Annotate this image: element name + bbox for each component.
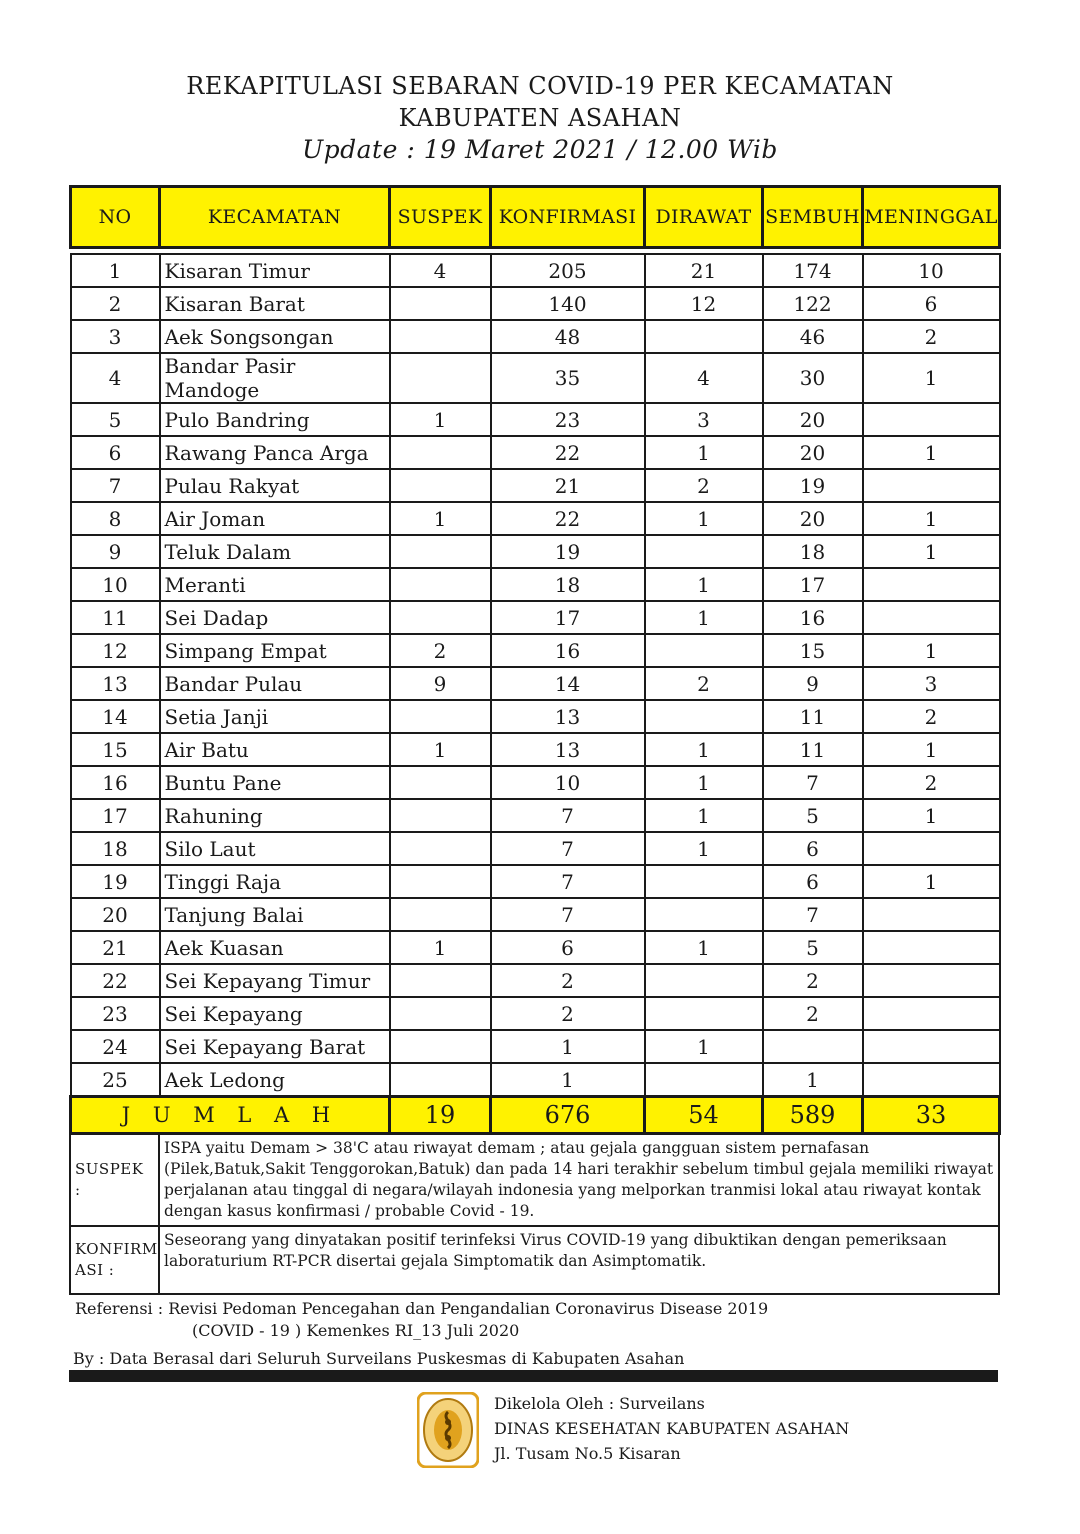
row-suspek bbox=[390, 700, 491, 733]
table-row bbox=[71, 568, 1000, 601]
update-timestamp: Update : 19 Maret 2021 / 12.00 Wib bbox=[302, 135, 778, 164]
table-row bbox=[71, 254, 1000, 287]
row-meninggal: 2 bbox=[863, 700, 1000, 733]
total-label: J U M L A H bbox=[71, 1097, 390, 1134]
row-meninggal bbox=[863, 469, 1000, 502]
row-no: 22 bbox=[71, 964, 160, 997]
row-meninggal: 1 bbox=[863, 799, 1000, 832]
row-meninggal bbox=[863, 832, 1000, 865]
row-dirawat bbox=[645, 634, 763, 667]
row-konfirmasi: 21 bbox=[491, 469, 645, 502]
table-row bbox=[71, 766, 1000, 799]
row-kecamatan: Aek Kuasan bbox=[160, 931, 390, 964]
row-dirawat bbox=[645, 997, 763, 1030]
row-meninggal: 10 bbox=[863, 254, 1000, 287]
row-konfirmasi: 22 bbox=[491, 436, 645, 469]
row-no: 1 bbox=[71, 254, 160, 287]
row-sembuh: 30 bbox=[763, 353, 863, 403]
row-konfirmasi: 1 bbox=[491, 1063, 645, 1097]
row-konfirmasi: 22 bbox=[491, 502, 645, 535]
row-konfirmasi: 13 bbox=[491, 700, 645, 733]
row-suspek bbox=[390, 1030, 491, 1063]
row-no: 14 bbox=[71, 700, 160, 733]
agency-name: DINAS KESEHATAN KABUPATEN ASAHAN bbox=[494, 1419, 850, 1438]
row-dirawat: 4 bbox=[645, 353, 763, 403]
table-row bbox=[71, 700, 1000, 733]
table-row bbox=[71, 799, 1000, 832]
row-dirawat: 21 bbox=[645, 254, 763, 287]
row-kecamatan: Tinggi Raja bbox=[160, 865, 390, 898]
row-no: 6 bbox=[71, 436, 160, 469]
row-no: 2 bbox=[71, 287, 160, 320]
row-suspek bbox=[390, 436, 491, 469]
row-meninggal bbox=[863, 997, 1000, 1030]
row-kecamatan: Sei Kepayang Timur bbox=[160, 964, 390, 997]
row-konfirmasi: 140 bbox=[491, 287, 645, 320]
row-dirawat: 1 bbox=[645, 733, 763, 766]
row-sembuh: 9 bbox=[763, 667, 863, 700]
row-sembuh: 46 bbox=[763, 320, 863, 353]
row-meninggal bbox=[863, 568, 1000, 601]
row-no: 15 bbox=[71, 733, 160, 766]
col-header-kecamatan: KECAMATAN bbox=[160, 187, 390, 248]
row-sembuh: 7 bbox=[763, 766, 863, 799]
row-konfirmasi: 35 bbox=[491, 353, 645, 403]
row-no: 25 bbox=[71, 1063, 160, 1097]
row-dirawat: 1 bbox=[645, 502, 763, 535]
table-row bbox=[71, 1063, 1000, 1097]
row-konfirmasi: 2 bbox=[491, 964, 645, 997]
row-suspek bbox=[390, 353, 491, 403]
col-header-suspek: SUSPEK bbox=[390, 187, 491, 248]
row-meninggal: 2 bbox=[863, 766, 1000, 799]
row-konfirmasi: 7 bbox=[491, 832, 645, 865]
row-sembuh: 15 bbox=[763, 634, 863, 667]
row-konfirmasi: 205 bbox=[491, 254, 645, 287]
row-no: 12 bbox=[71, 634, 160, 667]
row-meninggal: 1 bbox=[863, 502, 1000, 535]
row-konfirmasi: 16 bbox=[491, 634, 645, 667]
reference-line: Referensi : Revisi Pedoman Pencegahan dan Pengandalian Coronavirus Disease 2019 bbox=[75, 1299, 769, 1318]
row-sembuh: 5 bbox=[763, 931, 863, 964]
row-kecamatan: Simpang Empat bbox=[160, 634, 390, 667]
footer-divider bbox=[69, 1370, 998, 1382]
row-no: 9 bbox=[71, 535, 160, 568]
row-meninggal bbox=[863, 403, 1000, 436]
total-suspek: 19 bbox=[390, 1097, 491, 1134]
row-dirawat: 2 bbox=[645, 667, 763, 700]
col-header-no: NO bbox=[71, 187, 160, 248]
total-meninggal: 33 bbox=[863, 1097, 1000, 1134]
row-sembuh: 11 bbox=[763, 733, 863, 766]
col-header-dirawat: DIRAWAT bbox=[645, 187, 763, 248]
table-row bbox=[71, 403, 1000, 436]
table-row bbox=[71, 931, 1000, 964]
table-row bbox=[71, 353, 1000, 403]
covid-recap-table bbox=[69, 185, 1001, 1135]
definitions-table bbox=[69, 1133, 1000, 1295]
row-suspek bbox=[390, 898, 491, 931]
row-suspek: 1 bbox=[390, 733, 491, 766]
table-row bbox=[71, 469, 1000, 502]
table-row bbox=[71, 865, 1000, 898]
row-dirawat: 1 bbox=[645, 766, 763, 799]
row-konfirmasi: 48 bbox=[491, 320, 645, 353]
row-no: 3 bbox=[71, 320, 160, 353]
total-row bbox=[71, 1097, 1000, 1134]
row-meninggal bbox=[863, 964, 1000, 997]
row-kecamatan: Bandar Pulau bbox=[160, 667, 390, 700]
row-dirawat: 12 bbox=[645, 287, 763, 320]
table-row bbox=[71, 832, 1000, 865]
row-no: 13 bbox=[71, 667, 160, 700]
row-no: 11 bbox=[71, 601, 160, 634]
table-row bbox=[71, 436, 1000, 469]
row-kecamatan: Pulo Bandring bbox=[160, 403, 390, 436]
row-dirawat: 1 bbox=[645, 436, 763, 469]
row-meninggal: 1 bbox=[863, 436, 1000, 469]
row-meninggal bbox=[863, 1063, 1000, 1097]
table-row bbox=[71, 898, 1000, 931]
definition-suspek-text: ISPA yaitu Demam > 38'C atau riwayat demam ; atau gejala gangguan sistem pernafasan (Pilek,Batuk,Sakit Tenggorokan,Batuk) dan pada 14 hari terakhir sebelum timbul gejala memiliki riwayat perjalanan atau tinggal di negara/wilayah indonesia yang melporkan tranmisi lokal atau riwayat kontak dengan kasus konfirmasi / probable Covid - 19. bbox=[159, 1134, 999, 1226]
row-dirawat: 1 bbox=[645, 601, 763, 634]
row-konfirmasi: 18 bbox=[491, 568, 645, 601]
row-kecamatan: Buntu Pane bbox=[160, 766, 390, 799]
row-meninggal: 1 bbox=[863, 634, 1000, 667]
report-subtitle: KABUPATEN ASAHAN bbox=[398, 104, 682, 132]
row-dirawat: 1 bbox=[645, 799, 763, 832]
col-header-konfirmasi: KONFIRMASI bbox=[491, 187, 645, 248]
row-sembuh: 19 bbox=[763, 469, 863, 502]
row-sembuh: 5 bbox=[763, 799, 863, 832]
row-dirawat bbox=[645, 865, 763, 898]
row-konfirmasi: 7 bbox=[491, 865, 645, 898]
table-row bbox=[71, 320, 1000, 353]
row-no: 10 bbox=[71, 568, 160, 601]
row-suspek: 2 bbox=[390, 634, 491, 667]
row-kecamatan: Meranti bbox=[160, 568, 390, 601]
row-suspek bbox=[390, 601, 491, 634]
row-no: 24 bbox=[71, 1030, 160, 1063]
table-row bbox=[71, 1030, 1000, 1063]
row-meninggal: 3 bbox=[863, 667, 1000, 700]
row-no: 17 bbox=[71, 799, 160, 832]
row-meninggal: 2 bbox=[863, 320, 1000, 353]
table-row bbox=[71, 997, 1000, 1030]
table-row bbox=[71, 964, 1000, 997]
row-sembuh: 11 bbox=[763, 700, 863, 733]
row-no: 4 bbox=[71, 353, 160, 403]
row-sembuh: 20 bbox=[763, 436, 863, 469]
row-no: 16 bbox=[71, 766, 160, 799]
row-konfirmasi: 17 bbox=[491, 601, 645, 634]
total-dirawat: 54 bbox=[645, 1097, 763, 1134]
table-row bbox=[71, 733, 1000, 766]
definition-konfirmasi bbox=[70, 1226, 999, 1294]
row-dirawat bbox=[645, 898, 763, 931]
row-no: 5 bbox=[71, 403, 160, 436]
row-suspek bbox=[390, 964, 491, 997]
row-konfirmasi: 14 bbox=[491, 667, 645, 700]
managed-by: Dikelola Oleh : Surveilans bbox=[494, 1394, 705, 1413]
row-dirawat: 1 bbox=[645, 568, 763, 601]
row-kecamatan: Aek Songsongan bbox=[160, 320, 390, 353]
row-no: 18 bbox=[71, 832, 160, 865]
total-sembuh: 589 bbox=[763, 1097, 863, 1134]
col-header-sembuh: SEMBUH bbox=[763, 187, 863, 248]
row-suspek: 1 bbox=[390, 502, 491, 535]
row-dirawat bbox=[645, 700, 763, 733]
row-dirawat: 1 bbox=[645, 1030, 763, 1063]
row-no: 20 bbox=[71, 898, 160, 931]
row-kecamatan: Aek Ledong bbox=[160, 1063, 390, 1097]
row-kecamatan: Bandar Pasir Mandoge bbox=[160, 353, 390, 403]
row-suspek bbox=[390, 832, 491, 865]
col-header-meninggal: MENINGGAL bbox=[863, 187, 1000, 248]
row-sembuh: 2 bbox=[763, 964, 863, 997]
row-suspek bbox=[390, 568, 491, 601]
row-sembuh bbox=[763, 1030, 863, 1063]
row-suspek bbox=[390, 320, 491, 353]
row-kecamatan: Pulau Rakyat bbox=[160, 469, 390, 502]
row-konfirmasi: 19 bbox=[491, 535, 645, 568]
row-suspek: 1 bbox=[390, 931, 491, 964]
row-no: 23 bbox=[71, 997, 160, 1030]
row-kecamatan: Sei Kepayang Barat bbox=[160, 1030, 390, 1063]
row-konfirmasi: 7 bbox=[491, 898, 645, 931]
definition-konfirmasi-label: KONFIRM ASI : bbox=[70, 1226, 159, 1294]
row-kecamatan: Rahuning bbox=[160, 799, 390, 832]
row-kecamatan: Sei Kepayang bbox=[160, 997, 390, 1030]
row-dirawat bbox=[645, 320, 763, 353]
row-meninggal: 1 bbox=[863, 353, 1000, 403]
row-suspek bbox=[390, 766, 491, 799]
row-suspek bbox=[390, 1063, 491, 1097]
row-kecamatan: Rawang Panca Arga bbox=[160, 436, 390, 469]
row-sembuh: 17 bbox=[763, 568, 863, 601]
row-suspek bbox=[390, 865, 491, 898]
row-meninggal bbox=[863, 898, 1000, 931]
row-no: 8 bbox=[71, 502, 160, 535]
row-meninggal bbox=[863, 931, 1000, 964]
row-sembuh: 122 bbox=[763, 287, 863, 320]
data-source-note: By : Data Berasal dari Seluruh Surveilans Puskesmas di Kabupaten Asahan bbox=[73, 1349, 685, 1368]
row-suspek: 4 bbox=[390, 254, 491, 287]
row-konfirmasi: 7 bbox=[491, 799, 645, 832]
row-dirawat: 2 bbox=[645, 469, 763, 502]
agency-address: Jl. Tusam No.5 Kisaran bbox=[494, 1444, 681, 1463]
row-dirawat bbox=[645, 535, 763, 568]
row-kecamatan: Kisaran Timur bbox=[160, 254, 390, 287]
table-header-row bbox=[71, 187, 1000, 248]
row-suspek bbox=[390, 535, 491, 568]
row-sembuh: 6 bbox=[763, 832, 863, 865]
row-meninggal: 1 bbox=[863, 535, 1000, 568]
row-sembuh: 2 bbox=[763, 997, 863, 1030]
row-konfirmasi: 6 bbox=[491, 931, 645, 964]
surveilans-logo-icon bbox=[417, 1392, 479, 1468]
row-dirawat bbox=[645, 964, 763, 997]
row-suspek: 9 bbox=[390, 667, 491, 700]
row-sembuh: 174 bbox=[763, 254, 863, 287]
report-title: REKAPITULASI SEBARAN COVID-19 PER KECAMATAN bbox=[186, 72, 894, 100]
definition-konfirmasi-text: Seseorang yang dinyatakan positif terinfeksi Virus COVID-19 yang dibuktikan dengan pemeriksaan laboraturium RT-PCR disertai gejala Simptomatik dan Asimptomatik. bbox=[159, 1226, 999, 1294]
row-no: 7 bbox=[71, 469, 160, 502]
row-dirawat: 1 bbox=[645, 832, 763, 865]
row-konfirmasi: 13 bbox=[491, 733, 645, 766]
row-konfirmasi: 10 bbox=[491, 766, 645, 799]
table-row bbox=[71, 601, 1000, 634]
row-sembuh: 20 bbox=[763, 502, 863, 535]
row-meninggal: 1 bbox=[863, 865, 1000, 898]
row-meninggal: 6 bbox=[863, 287, 1000, 320]
row-dirawat bbox=[645, 1063, 763, 1097]
row-meninggal bbox=[863, 601, 1000, 634]
row-dirawat: 3 bbox=[645, 403, 763, 436]
definition-suspek-label: SUSPEK : bbox=[70, 1134, 159, 1226]
row-kecamatan: Tanjung Balai bbox=[160, 898, 390, 931]
row-dirawat: 1 bbox=[645, 931, 763, 964]
row-kecamatan: Air Batu bbox=[160, 733, 390, 766]
row-konfirmasi: 2 bbox=[491, 997, 645, 1030]
row-sembuh: 7 bbox=[763, 898, 863, 931]
table-row bbox=[71, 287, 1000, 320]
row-kecamatan: Teluk Dalam bbox=[160, 535, 390, 568]
row-suspek: 1 bbox=[390, 403, 491, 436]
row-suspek bbox=[390, 997, 491, 1030]
row-suspek bbox=[390, 799, 491, 832]
row-konfirmasi: 1 bbox=[491, 1030, 645, 1063]
row-suspek bbox=[390, 287, 491, 320]
row-kecamatan: Air Joman bbox=[160, 502, 390, 535]
row-no: 19 bbox=[71, 865, 160, 898]
row-suspek bbox=[390, 469, 491, 502]
row-kecamatan: Sei Dadap bbox=[160, 601, 390, 634]
row-meninggal: 1 bbox=[863, 733, 1000, 766]
row-kecamatan: Setia Janji bbox=[160, 700, 390, 733]
table-row bbox=[71, 667, 1000, 700]
total-konfirmasi: 676 bbox=[491, 1097, 645, 1134]
row-sembuh: 20 bbox=[763, 403, 863, 436]
table-row bbox=[71, 502, 1000, 535]
row-sembuh: 18 bbox=[763, 535, 863, 568]
row-kecamatan: Silo Laut bbox=[160, 832, 390, 865]
table-row bbox=[71, 535, 1000, 568]
definition-suspek bbox=[70, 1134, 999, 1226]
row-sembuh: 1 bbox=[763, 1063, 863, 1097]
table-row bbox=[71, 634, 1000, 667]
row-sembuh: 6 bbox=[763, 865, 863, 898]
row-meninggal bbox=[863, 1030, 1000, 1063]
row-kecamatan: Kisaran Barat bbox=[160, 287, 390, 320]
row-konfirmasi: 23 bbox=[491, 403, 645, 436]
row-no: 21 bbox=[71, 931, 160, 964]
reference-line-2: (COVID - 19 ) Kemenkes RI_13 Juli 2020 bbox=[192, 1321, 520, 1340]
row-sembuh: 16 bbox=[763, 601, 863, 634]
